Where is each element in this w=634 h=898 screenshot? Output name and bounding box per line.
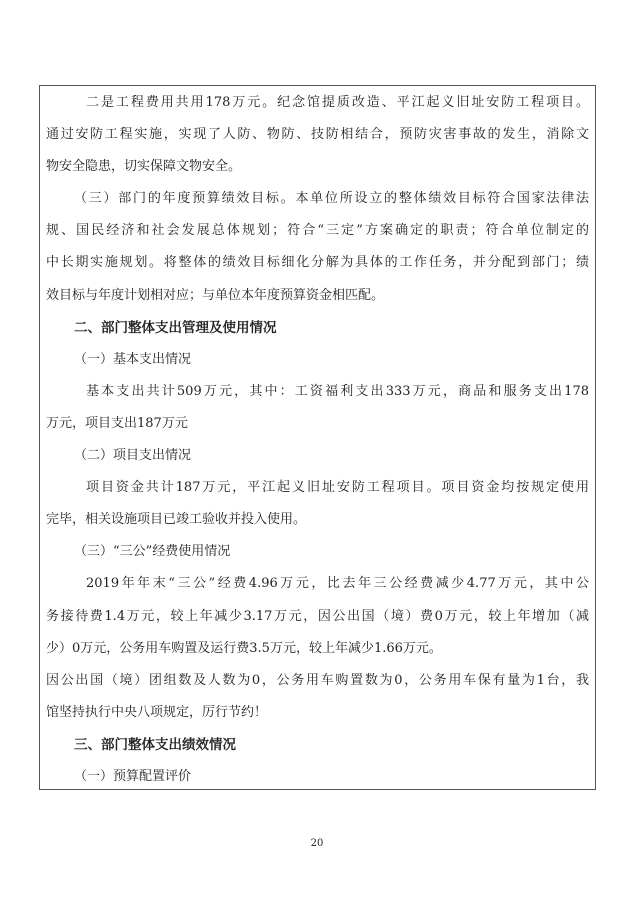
paragraph-line: 二是工程费用共用178万元。纪念馆提质改造、平江起义旧址安防工程项目。 [86, 95, 589, 110]
page-number: 20 [310, 838, 324, 849]
subsection-heading: （一）基本支出情况 [74, 351, 192, 367]
paragraph-line: 万元，项目支出187万元 [46, 415, 188, 431]
section-heading: 二、部门整体支出管理及使用情况 [74, 319, 277, 336]
paragraph-line: 完毕，相关设施项目已竣工验收并投入使用。 [46, 512, 307, 528]
paragraph-line: 规、国民经济和社会发展总体规划；符合“三定”方案确定的职责；符合单位制定的 [46, 223, 589, 239]
paragraph-line: 中长期实施规划。将整体的绩效目标细化分解为具体的工作任务，并分配到部门；绩 [46, 255, 589, 271]
paragraph-line: （三）部门的年度预算绩效目标。本单位所设立的整体绩效目标符合国家法律法 [74, 191, 589, 207]
paragraph-line: 少）0万元，公务用车购置及运行费3.5万元，较上年减少1.66万元。 [46, 640, 442, 656]
section-heading: 三、部门整体支出绩效情况 [74, 736, 236, 753]
paragraph-line: 项目资金共计187万元，平江起义旧址安防工程项目。项目资金均按规定使用 [86, 480, 589, 496]
subsection-heading: （二）项目支出情况 [74, 448, 192, 464]
paragraph-line: 通过安防工程实施，实现了人防、物防、技防相结合，预防灾害事故的发生，消除文 [46, 127, 589, 143]
paragraph-line: 效目标与年度计划相对应；与单位本年度预算资金相匹配。 [46, 287, 385, 303]
paragraph-line: 务接待费1.4万元，较上年减少3.17万元，因公出国（境）费0万元，较上年增加（减 [46, 608, 589, 624]
paragraph-line: 基本支出共计509万元，其中：工资福利支出333万元，商品和服务支出178 [86, 383, 589, 399]
paragraph-line: 因公出国（境）团组数及人数为0，公务用车购置数为0，公务用车保有量为1台，我 [46, 672, 589, 688]
paragraph-line: 馆坚持执行中央八项规定，厉行节约！ [46, 704, 268, 720]
content-box [39, 85, 596, 790]
subsection-heading: （三）“三公”经费使用情况 [74, 544, 231, 560]
subsection-heading: （一）预算配置评价 [74, 768, 192, 784]
paragraph-line: 2019年年末“三公”经费4.96万元，比去年三公经费减少4.77万元，其中公 [86, 576, 589, 592]
paragraph-line: 物安全隐患，切实保障文物安全。 [46, 159, 242, 175]
